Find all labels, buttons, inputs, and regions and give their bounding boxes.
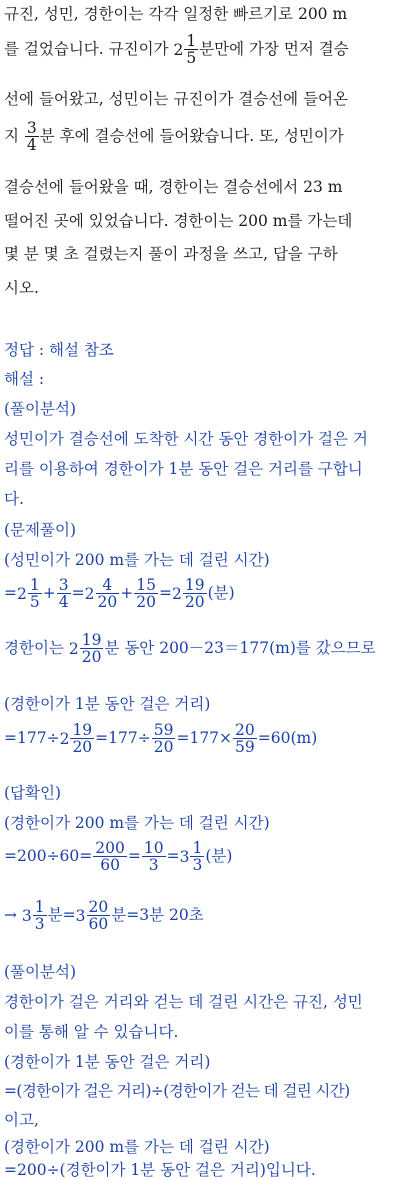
text-segment: 를 걸었습니다. 규진이가	[4, 39, 174, 58]
section-heading: (답확인)	[4, 784, 62, 802]
question-line-1: 규진, 성민, 경한이는 각각 일정한 빠르기로 200 m	[4, 5, 348, 23]
solution-text-line: (경한이가 200 m를 가는 데 걸린 시간)	[4, 1138, 270, 1156]
solution-text-line: (경한이가 1분 동안 걸은 거리)	[4, 1053, 211, 1071]
fraction-denominator: 20	[153, 738, 174, 757]
question-line-6: 떨어진 곳에 있었습니다. 경한이는 200 m를 가는데	[4, 212, 353, 230]
mixed-number-whole: 2	[84, 584, 95, 603]
fraction-denominator: 60	[88, 915, 109, 934]
section-heading: (풀이분석)	[4, 400, 76, 418]
fraction-numerator: 4	[96, 577, 120, 594]
text-segment: =	[71, 583, 85, 602]
fraction	[152, 722, 176, 756]
fraction-numerator: 59	[153, 721, 174, 739]
fraction-numerator: 3	[26, 119, 37, 137]
section-heading: (풀이분석)	[4, 963, 76, 981]
fraction	[96, 577, 120, 611]
question-line-3: 선에 들어왔고, 성민이는 규진이가 결승선에 들어온	[4, 90, 348, 108]
question-block	[4, 0, 398, 310]
equation-line	[4, 899, 204, 933]
solution-label: 해설 :	[4, 370, 45, 388]
text-segment: =	[127, 846, 141, 865]
question-line-4	[4, 120, 344, 154]
text-segment: =177÷	[4, 728, 60, 747]
fraction	[93, 840, 127, 874]
fraction-denominator: 20	[81, 648, 102, 667]
fraction	[134, 577, 158, 611]
fraction	[190, 840, 204, 874]
solution-text-line: 이고,	[4, 1111, 39, 1129]
fraction-denominator: 5	[29, 593, 40, 612]
solution-text-line: =200÷(경한이가 1분 동안 걸은 거리)입니다.	[4, 1161, 316, 1179]
fraction-denominator: 5	[186, 49, 197, 68]
question-line-8: 시오.	[4, 279, 39, 297]
fraction-denominator: 4	[58, 593, 69, 612]
mixed-number-whole: 2	[173, 40, 184, 59]
text-segment: →	[4, 905, 22, 924]
fraction-denominator: 20	[136, 593, 156, 612]
fraction-numerator: 1	[186, 32, 197, 50]
question-line-2	[4, 33, 349, 67]
text-segment: =	[158, 583, 172, 602]
fraction	[70, 722, 94, 756]
text-segment: 지	[4, 126, 24, 145]
section-heading: (문제풀이)	[4, 521, 76, 539]
fraction-numerator: 19	[72, 721, 93, 739]
equation-line	[4, 632, 376, 666]
text-segment: (분)	[205, 846, 233, 865]
text-segment: =	[166, 846, 180, 865]
mixed-number-whole: 2	[59, 729, 70, 748]
solution-text-line: 다.	[4, 490, 24, 508]
mixed-number-whole: 2	[171, 584, 182, 603]
mixed-number-whole: 2	[17, 584, 27, 603]
text-segment: =177÷	[95, 728, 151, 747]
fraction	[142, 840, 166, 874]
text-segment: 경한이는	[4, 638, 69, 657]
fraction-numerator: 19	[81, 631, 102, 649]
text-segment: 분=	[47, 905, 76, 924]
fraction	[25, 120, 39, 154]
fraction	[184, 33, 198, 67]
fraction-numerator: 1	[192, 839, 203, 857]
text-segment: 분 동안 200－23＝177(m)를 갔으므로	[104, 638, 376, 657]
fraction-numerator: 1	[34, 898, 45, 916]
fraction	[80, 632, 104, 666]
equation-line	[4, 577, 235, 611]
fraction-denominator: 3	[192, 856, 203, 875]
fraction-numerator: 15	[136, 576, 156, 594]
equation-line	[4, 722, 317, 756]
solution-text-line: (성민이가 200 m를 가는 데 걸린 시간)	[4, 551, 270, 569]
fraction-numerator: 19	[184, 576, 205, 594]
solution-text-line: 리를 이용하여 경한이가 1분 동안 걸은 거리를 구합니	[4, 460, 363, 478]
mixed-number-whole: 2	[68, 639, 79, 658]
text-segment: =177×	[176, 728, 233, 747]
text-segment: 분 후에 결승선에 들어왔습니다. 또, 성민이가	[39, 126, 344, 145]
fraction-denominator: 4	[26, 136, 37, 155]
text-segment: +	[42, 583, 56, 602]
text-segment: +	[120, 583, 134, 602]
solution-text-line: (경한이가 200 m를 가는 데 걸린 시간)	[4, 814, 270, 832]
fraction-denominator: 20	[72, 738, 93, 757]
fraction-numerator: 3	[58, 576, 69, 594]
fraction-denominator: 3	[34, 915, 45, 934]
solution-text-line: 이를 통해 알 수 있습니다.	[4, 1023, 179, 1041]
text-segment: =200÷60=	[4, 846, 93, 865]
text-segment: 분만에 가장 먼저 결승	[199, 39, 349, 58]
fraction-numerator: 20	[235, 721, 255, 739]
solution-text-line: =(경한이가 걸은 거리)÷(경한이가 걷는 데 걸린 시간)	[4, 1082, 350, 1100]
solution-text-line: 경한이가 걸은 거리와 걷는 데 걸린 시간은 규진, 성민	[4, 993, 363, 1011]
fraction-denominator: 3	[148, 856, 159, 875]
fraction	[33, 899, 47, 933]
fraction-numerator: 10	[143, 839, 164, 857]
fraction-denominator: 59	[235, 738, 255, 757]
fraction-numerator: 200	[95, 839, 125, 857]
answer-label: 정답 : 해설 참조	[4, 341, 114, 359]
text-segment: =60(m)	[257, 728, 318, 747]
fraction-denominator: 20	[97, 593, 118, 612]
question-line-7: 몇 분 몇 초 걸렸는지 풀이 과정을 쓰고, 답을 구하	[4, 245, 338, 263]
fraction	[57, 577, 71, 611]
question-line-5: 결승선에 들어왔을 때, 경한이는 결승선에서 23 m	[4, 178, 343, 196]
text-segment: (분)	[207, 583, 235, 602]
mixed-number-whole: 3	[179, 847, 190, 866]
fraction-numerator: 1	[29, 576, 40, 594]
fraction	[233, 722, 257, 756]
fraction-numerator: 20	[88, 898, 109, 916]
mixed-number-whole: 3	[21, 906, 32, 925]
fraction-denominator: 60	[100, 856, 120, 875]
text-segment: =	[4, 583, 17, 602]
equation-line	[4, 840, 232, 874]
text-segment: 분=3분 20초	[111, 905, 204, 924]
solution-text-line: (경한이가 1분 동안 걸은 거리)	[4, 695, 211, 713]
fraction	[183, 577, 207, 611]
solution-text-line: 성민이가 결승선에 도착한 시간 동안 경한이가 걸은 거	[4, 430, 368, 448]
fraction	[28, 577, 42, 611]
fraction-denominator: 20	[184, 593, 205, 612]
mixed-number-whole: 3	[75, 906, 86, 925]
fraction	[87, 899, 111, 933]
